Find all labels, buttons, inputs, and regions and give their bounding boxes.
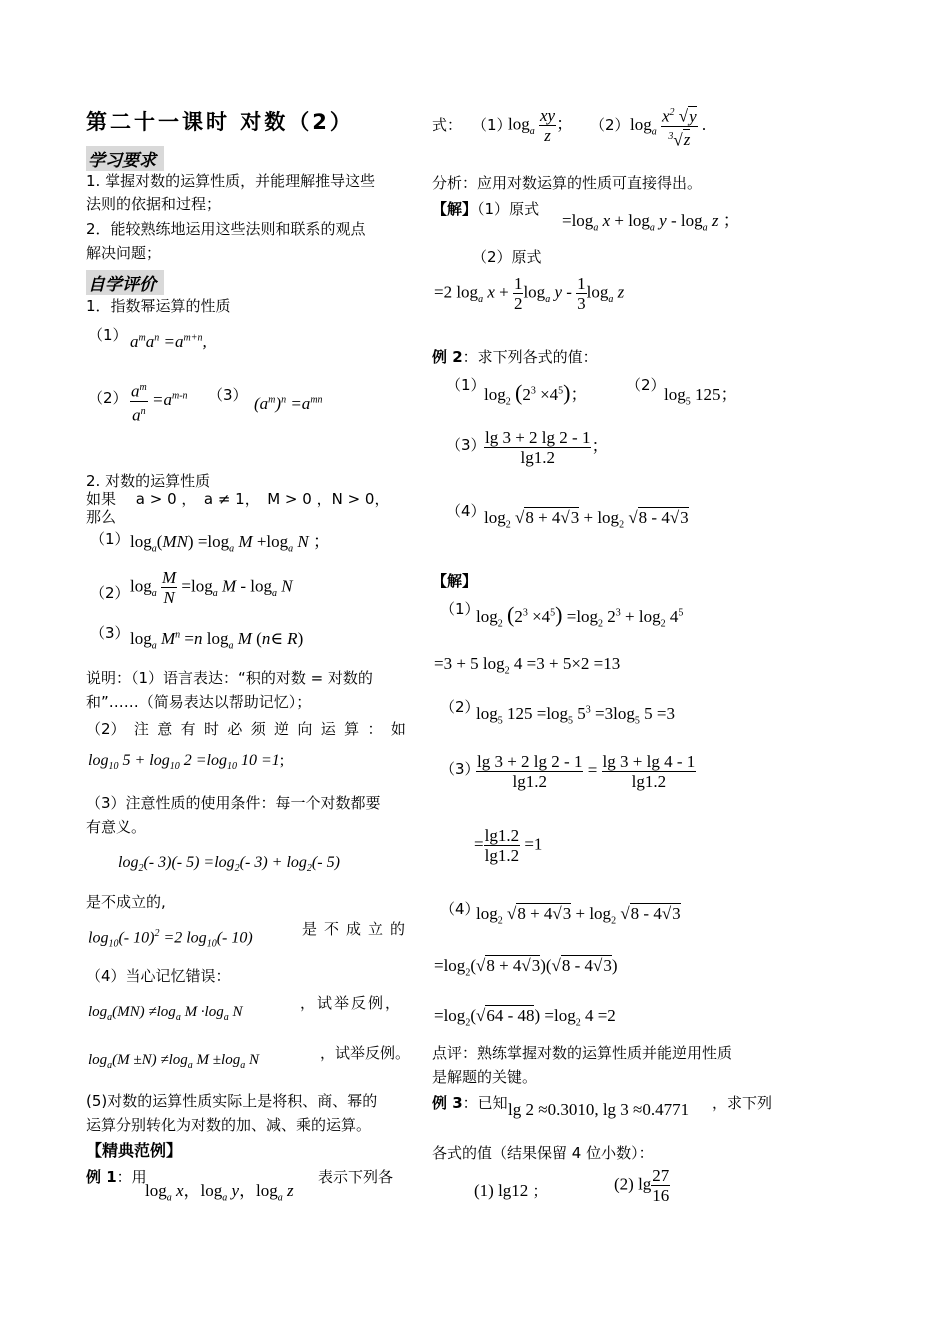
- example-3-label: 例 3: [432, 1094, 463, 1112]
- note-1b: 和”……（简易表达以帮助记忆）；: [86, 693, 312, 711]
- item-number: （1）: [440, 600, 480, 618]
- lg3-value: 0.4771: [642, 1100, 690, 1119]
- solution-ex2-3a: $\frac{\lg 3 + 2 \lg 2 - 1}{\lg 1.2}$ = $\frac{\lg 3 + \lg 4 - 1}{\lg 1.2}$: [477, 752, 696, 791]
- comment-a: 点评：熟练掌握对数的运算性质并能逆用性质: [432, 1044, 733, 1062]
- question-2-denominator: 16: [652, 1186, 670, 1205]
- item-number: （1）: [88, 326, 128, 344]
- example-1-expr-2: $\log_a$ $\frac{x^2 √y}{^3√z}$ .: [630, 103, 706, 149]
- item-number: （1）: [90, 530, 130, 548]
- example-2-text: ：求下列各式的值：: [462, 348, 598, 366]
- example-1-intro: [86, 1166, 147, 1188]
- example-1-label: 例 1: [86, 1168, 117, 1186]
- example-2-expr-4: $\log_2 √8 + 4√3 + \log_2 √8 - 4√3$: [484, 508, 689, 531]
- item-number: （3）: [90, 624, 130, 642]
- item-number: （4）: [440, 900, 480, 918]
- question-1-text: (1) lg12: [474, 1181, 529, 1200]
- power-rule-power: $(a^m)^n =a^{mn}$: [254, 394, 323, 413]
- lg2-value: 0.3010: [547, 1100, 595, 1119]
- not-valid-text: 是不成立的,: [86, 893, 166, 911]
- item-number: （3）: [446, 436, 486, 454]
- note-2-example: $\log_{10} 5 + \log_{10} 2 =\log_{10}$ 10 =1;: [88, 752, 285, 773]
- note-5a: (5)对数的运算性质实际上是将积、商、幂的: [86, 1092, 378, 1110]
- log-rule-product: $\log_a(MN) =\log_a$ $M +\log_a$ N ；: [130, 532, 330, 555]
- item-number: （1）: [477, 200, 510, 218]
- solution-ex2-4b: $=\log_2(√8 + 4√3)(√8 - 4√3)$: [434, 956, 618, 979]
- invalid-example-2: $\log_{10}(-$ 10)$^2$ =2 $\log_{10}(-$ 10): [88, 928, 253, 950]
- condition-line: 如果 a > 0 ， a ≠ 1， M > 0 ，N > 0，: [86, 490, 390, 508]
- solution-label-2: 【解】: [432, 572, 478, 590]
- original-expression-label: 原式: [509, 200, 540, 218]
- requirement-1b: 法则的依据和过程；: [86, 195, 222, 213]
- note-1a: 说明：（1）语言表达：“积的对数 = 对数的: [86, 669, 373, 687]
- then-word: 那么: [86, 508, 117, 526]
- original-expression-label: 原式: [511, 248, 542, 266]
- example-1-text: ：用: [116, 1168, 147, 1186]
- example-1-logs: $\log_a x$，$\log_a y$，$\log_a z$: [145, 1181, 294, 1204]
- solution-ex2-2: $\log_5 125 =\log_5$ $5^3 =3\log_5$ 5 =3: [476, 704, 675, 727]
- common-mistake-1: $\log_a(MN) \ne\log_a$ $M \cdot\log_a$ N: [88, 1004, 243, 1023]
- solution-label: 【解】: [432, 200, 478, 218]
- item-number: （3）: [440, 760, 480, 778]
- item-number: （2）: [590, 116, 630, 134]
- solution-1-result: $=\log_a$ $x + \log_a y - \log_a z$ ；: [562, 211, 740, 234]
- question-2-text: (2) lg: [614, 1174, 652, 1194]
- section-heading-requirements: 学习要求: [86, 146, 164, 171]
- try-counterexample: ，试举反例，: [300, 994, 403, 1012]
- note-2: （2） 注 意 有 时 必 须 逆 向 运 算 ： 如: [86, 720, 406, 738]
- example-1-tail: 表示下列各: [318, 1168, 394, 1186]
- item-number: （1）: [446, 376, 486, 394]
- requirement-2a: 2．能较熟练地运用这些法则和联系的观点: [86, 220, 366, 238]
- item-number: （3）: [208, 386, 248, 404]
- example-2-expr-2: $\log_5 125$；: [664, 385, 738, 408]
- item-number: （2）: [626, 376, 666, 394]
- try-counterexample-2: ，试举反例。: [320, 1044, 411, 1062]
- solution-ex2-4c: $=\log_2(√64 - 48) =\log_2$ 4 =2: [434, 1006, 616, 1029]
- section-heading-examples: 【精典范例】: [86, 1141, 183, 1160]
- analysis-text: 分析：应用对数运算的性质可直接得出。: [432, 174, 703, 192]
- example-3-text: ：已知: [462, 1094, 508, 1112]
- log-rule-power: $\log_a M^n =n$ $\log_a M$ (n∈ R): [130, 629, 304, 652]
- power-rule-product: $a^ma^n =a^{m+n}$,: [130, 332, 207, 351]
- solution-ex2-1a: $\log_2 (2^3 \times 4^5) =\log_2$ $2^3 + \log_2 4^5$: [476, 602, 684, 630]
- not-valid-text-2: 是不成立的: [302, 920, 413, 938]
- invalid-example-1: $\log_2(-$ 3)(- $5) =\log_2(-$ $3) + \log_2(-$ 5): [118, 854, 340, 875]
- item-number: （2）: [88, 389, 128, 407]
- note-3b: 有意义。: [86, 818, 147, 836]
- comment-b: 是解题的关键。: [432, 1068, 538, 1086]
- solution-ex2-4a: $\log_2 √8 + 4√3 + \log_2 √8 - 4√3$: [476, 904, 681, 927]
- power-rules-title: 1．指数幂运算的性质: [86, 297, 231, 315]
- log-rule-quotient: $\log_a$ $\frac{M}{N}$ $=\log_a$ M - $\log_a N$: [130, 568, 293, 607]
- log-rules-title: 2. 对数的运算性质: [86, 472, 211, 490]
- requirement-2b: 解决问题；: [86, 244, 162, 262]
- example-3-question-2: [614, 1166, 670, 1205]
- example-3-continued: 各式的值（结果保留 4 位小数）：: [432, 1144, 654, 1162]
- item-number: （2）: [440, 698, 480, 716]
- example-2-expr-3: $\frac{\lg 3 + 2 \lg 2 - 1}{\lg 1.2}$ ；: [485, 428, 609, 467]
- example-2-label: 例 2: [432, 348, 463, 366]
- example-3-tail: ，求下列: [712, 1094, 773, 1112]
- item-number: （2）: [90, 584, 130, 602]
- note-4: （4）当心记忆错误：: [86, 967, 231, 985]
- solution-1-line: [432, 198, 539, 220]
- item-number: （2）: [472, 248, 512, 266]
- requirement-1a: 1. 掌握对数的运算性质，并能理解推导这些: [86, 172, 376, 190]
- example-3-intro: [432, 1092, 508, 1114]
- example-1-continued: 式：: [432, 116, 463, 134]
- example-2-expr-1: $\log_2 (2^3 \times 4^5)$；: [484, 380, 588, 408]
- question-2-numerator: 27: [652, 1166, 670, 1185]
- section-heading-self-study: 自学评价: [86, 270, 164, 295]
- solution-ex2-3b: = $\frac{\lg 1.2}{\lg 1.2}$ =1: [474, 826, 543, 865]
- example-1-expr-1: $\log_a$ $\frac{xy}{z}$ ；: [508, 106, 574, 145]
- note-5b: 运算分别转化为对数的加、减、乘的运算。: [86, 1116, 372, 1134]
- solution-2-result: =2 $\log_a x$ + $\frac{1}{2}$ $\log_a y$ - $\frac{1}{3}$ $\log_a z$: [434, 274, 625, 313]
- example-2-intro: [432, 346, 598, 368]
- page-title: 第二十一课时 对数（2）: [86, 110, 354, 134]
- item-number: （1）: [472, 116, 512, 134]
- power-rule-quotient: $\frac{a^m}{a^n}$ $=a^{m-n}$: [130, 378, 188, 424]
- note-3a: （3）注意性质的使用条件：每一个对数都要: [86, 794, 381, 812]
- example-3-question-1: (1) lg12 ；: [474, 1181, 548, 1200]
- solution-2-line: [472, 246, 542, 268]
- solution-ex2-1b: =3 + 5 $\log_2 4 =3 + 5\times 2 =13$: [434, 654, 621, 677]
- item-number: （4）: [446, 502, 486, 520]
- example-3-given: lg 2 ≈0.3010, lg 3 ≈0.4771: [508, 1100, 690, 1119]
- common-mistake-2: $\log_a(M \pm N) \ne\log_a$ $M \pm\log_a$ N: [88, 1052, 259, 1071]
